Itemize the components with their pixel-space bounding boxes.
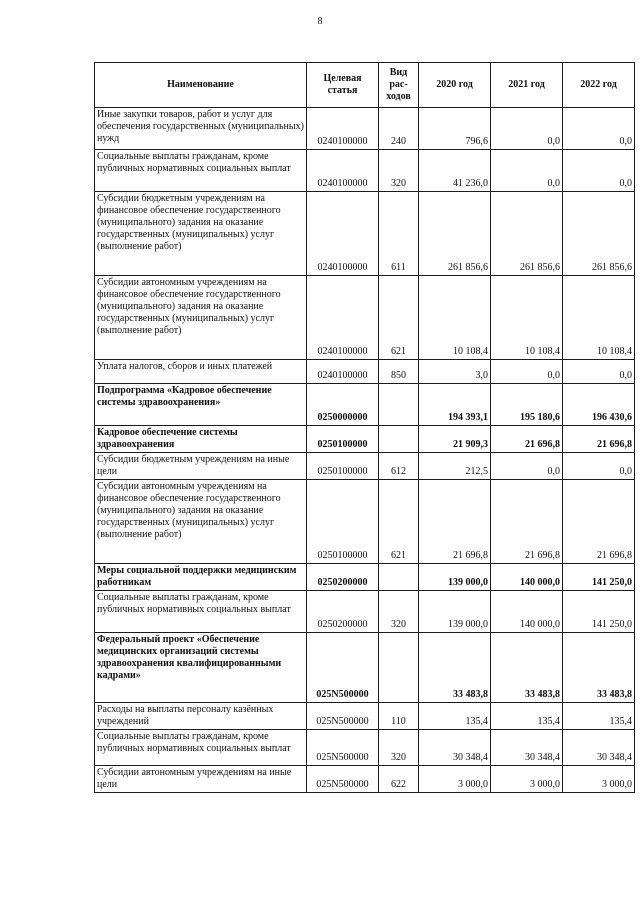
table-row: [95, 384, 635, 426]
row-target-code: 025N500000: [307, 633, 379, 703]
row-expense-kind: 320: [379, 730, 419, 766]
page-number: 8: [317, 16, 323, 27]
header-kind: Вид рас-ходов: [379, 63, 419, 108]
row-name: Социальные выплаты гражданам, кроме публичных нормативных социальных выплат: [95, 730, 307, 766]
row-name: Субсидии бюджетным учреждениям на иные цели: [95, 453, 307, 480]
row-expense-kind: [379, 633, 419, 703]
table-row: [95, 730, 635, 766]
row-value-2020: 33 483,8: [419, 633, 491, 703]
row-value-2021: 140 000,0: [491, 564, 563, 591]
row-expense-kind: 240: [379, 108, 419, 150]
row-value-2022: 135,4: [563, 703, 635, 730]
row-value-2022: 0,0: [563, 453, 635, 480]
row-value-2022: 141 250,0: [563, 564, 635, 591]
table-body: [95, 108, 635, 793]
row-expense-kind: 850: [379, 360, 419, 384]
row-value-2021: 30 348,4: [491, 730, 563, 766]
row-expense-kind: 320: [379, 591, 419, 633]
row-value-2022: 10 108,4: [563, 276, 635, 360]
header-name: Наименование: [95, 63, 307, 108]
row-name: Социальные выплаты гражданам, кроме публичных нормативных социальных выплат: [95, 150, 307, 192]
row-value-2021: 140 000,0: [491, 591, 563, 633]
row-expense-kind: 622: [379, 766, 419, 793]
row-value-2020: 194 393,1: [419, 384, 491, 426]
row-value-2022: 30 348,4: [563, 730, 635, 766]
row-target-code: 0240100000: [307, 192, 379, 276]
table-row: [95, 703, 635, 730]
row-value-2020: 10 108,4: [419, 276, 491, 360]
row-name: Субсидии автономным учреждениям на финансовое обеспечение государственного (муниципального) задания на оказание государственных (муниципальных) услуг (выполнение работ): [95, 276, 307, 360]
row-target-code: 0240100000: [307, 276, 379, 360]
table-row: [95, 564, 635, 591]
row-value-2021: 135,4: [491, 703, 563, 730]
row-expense-kind: 611: [379, 192, 419, 276]
row-value-2021: 261 856,6: [491, 192, 563, 276]
table-row: [95, 108, 635, 150]
header-code: Целевая статья: [307, 63, 379, 108]
row-value-2022: 21 696,8: [563, 480, 635, 564]
row-value-2020: 796,6: [419, 108, 491, 150]
row-value-2022: 141 250,0: [563, 591, 635, 633]
row-value-2022: 196 430,6: [563, 384, 635, 426]
table-row: [95, 150, 635, 192]
row-value-2020: 3 000,0: [419, 766, 491, 793]
row-expense-kind: 612: [379, 453, 419, 480]
row-target-code: 025N500000: [307, 703, 379, 730]
row-name: Уплата налогов, сборов и иных платежей: [95, 360, 307, 384]
row-value-2020: 212,5: [419, 453, 491, 480]
row-value-2020: 41 236,0: [419, 150, 491, 192]
row-target-code: 0250200000: [307, 564, 379, 591]
row-value-2021: 33 483,8: [491, 633, 563, 703]
row-target-code: 0250100000: [307, 426, 379, 453]
row-expense-kind: 621: [379, 276, 419, 360]
budget-table: [94, 62, 635, 793]
row-name: Субсидии автономным учреждениям на финансовое обеспечение государственного (муниципального) задания на оказание государственных (муниципальных) услуг (выполнение работ): [95, 480, 307, 564]
row-name: Подпрограмма «Кадровое обеспечение системы здравоохранения»: [95, 384, 307, 426]
row-value-2020: 21 696,8: [419, 480, 491, 564]
row-value-2020: 135,4: [419, 703, 491, 730]
row-name: Федеральный проект «Обеспечение медицинских организаций системы здравоохранения квалифицированными кадрами»: [95, 633, 307, 703]
row-name: Иные закупки товаров, работ и услуг для обеспечения государственных (муниципальных) нужд: [95, 108, 307, 150]
header-2020: 2020 год: [419, 63, 491, 108]
header-2021: 2021 год: [491, 63, 563, 108]
table-row: [95, 591, 635, 633]
table-header-row: [95, 63, 635, 108]
table-row: [95, 766, 635, 793]
row-name: Субсидии бюджетным учреждениям на финансовое обеспечение государственного (муниципального) задания на оказание государственных (муниципальных) услуг (выполнение работ): [95, 192, 307, 276]
row-value-2021: 21 696,8: [491, 480, 563, 564]
row-target-code: 0250100000: [307, 453, 379, 480]
row-value-2022: 261 856,6: [563, 192, 635, 276]
row-value-2020: 139 000,0: [419, 591, 491, 633]
table-row: [95, 360, 635, 384]
row-expense-kind: 320: [379, 150, 419, 192]
row-expense-kind: 621: [379, 480, 419, 564]
table-row: [95, 453, 635, 480]
row-value-2022: 0,0: [563, 150, 635, 192]
row-expense-kind: [379, 426, 419, 453]
row-target-code: 0240100000: [307, 360, 379, 384]
row-target-code: 025N500000: [307, 766, 379, 793]
row-name: Социальные выплаты гражданам, кроме публичных нормативных социальных выплат: [95, 591, 307, 633]
row-value-2020: 21 909,3: [419, 426, 491, 453]
row-value-2022: 33 483,8: [563, 633, 635, 703]
row-value-2021: 21 696,8: [491, 426, 563, 453]
row-value-2021: 3 000,0: [491, 766, 563, 793]
row-value-2020: 30 348,4: [419, 730, 491, 766]
row-expense-kind: [379, 564, 419, 591]
row-name: Меры социальной поддержки медицинским работникам: [95, 564, 307, 591]
row-value-2022: 0,0: [563, 108, 635, 150]
row-value-2021: 0,0: [491, 108, 563, 150]
table-row: [95, 276, 635, 360]
row-value-2020: 261 856,6: [419, 192, 491, 276]
row-value-2022: 0,0: [563, 360, 635, 384]
row-value-2021: 0,0: [491, 360, 563, 384]
row-target-code: 0250200000: [307, 591, 379, 633]
header-2022: 2022 год: [563, 63, 635, 108]
row-value-2020: 3,0: [419, 360, 491, 384]
row-value-2021: 10 108,4: [491, 276, 563, 360]
row-target-code: 0240100000: [307, 150, 379, 192]
row-name: Кадровое обеспечение системы здравоохранения: [95, 426, 307, 453]
row-expense-kind: [379, 384, 419, 426]
row-value-2021: 195 180,6: [491, 384, 563, 426]
table-row: [95, 633, 635, 703]
table-row: [95, 426, 635, 453]
row-value-2022: 3 000,0: [563, 766, 635, 793]
row-value-2021: 0,0: [491, 150, 563, 192]
table-row: [95, 192, 635, 276]
table-row: [95, 480, 635, 564]
row-value-2021: 0,0: [491, 453, 563, 480]
row-target-code: 0250000000: [307, 384, 379, 426]
row-value-2020: 139 000,0: [419, 564, 491, 591]
row-target-code: 0250100000: [307, 480, 379, 564]
row-name: Субсидии автономным учреждениям на иные цели: [95, 766, 307, 793]
row-name: Расходы на выплаты персоналу казённых учреждений: [95, 703, 307, 730]
row-expense-kind: 110: [379, 703, 419, 730]
row-value-2022: 21 696,8: [563, 426, 635, 453]
row-target-code: 025N500000: [307, 730, 379, 766]
row-target-code: 0240100000: [307, 108, 379, 150]
